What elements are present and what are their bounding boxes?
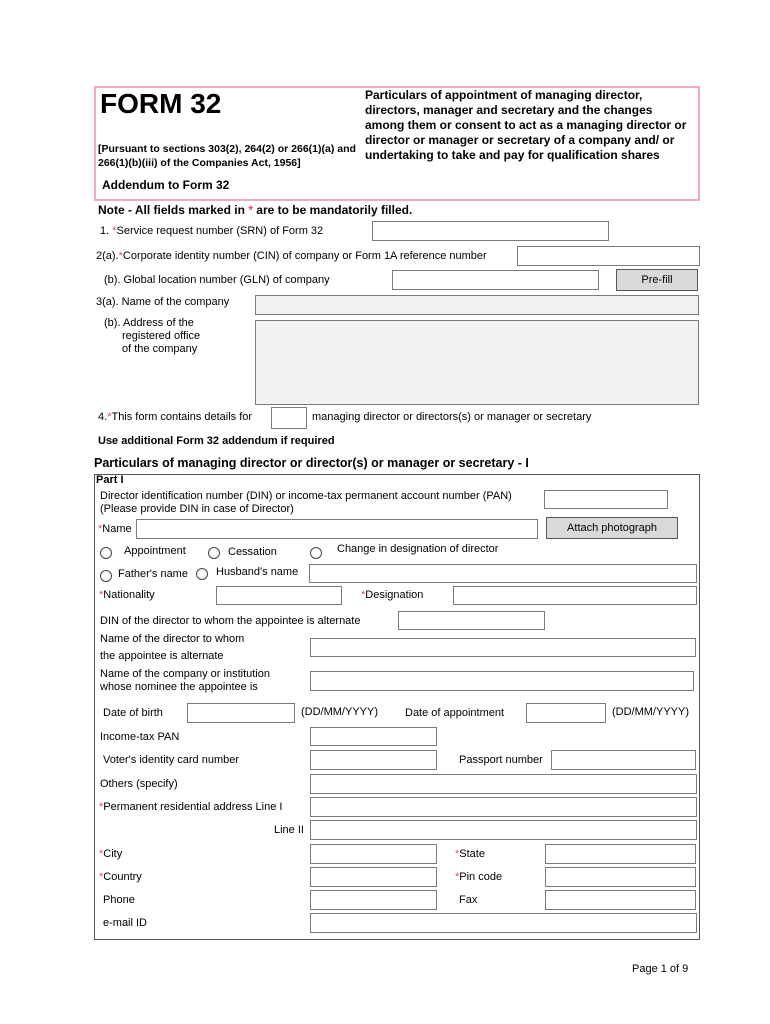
city-input[interactable] <box>310 844 437 864</box>
designation-input[interactable] <box>453 586 697 605</box>
city-label <box>99 848 122 860</box>
husbands-name-radio[interactable] <box>196 568 208 580</box>
country-label <box>99 871 142 883</box>
country-star: * <box>99 871 104 883</box>
srn-prefix: 1. <box>100 225 110 237</box>
city-text: City <box>103 848 123 860</box>
name-label <box>98 523 132 535</box>
cin-input[interactable] <box>517 246 700 266</box>
contains-star: * <box>107 411 112 423</box>
addendum-title: Addendum to Form 32 <box>102 178 230 192</box>
appointment-date-label: Date of appointment <box>405 707 505 719</box>
use-additional-note: Use additional Form 32 addendum if required <box>98 435 335 447</box>
gln-input[interactable] <box>392 270 599 290</box>
pursuant-text: [Pursuant to sections 303(2), 264(2) or 266(1)(a) and 266(1)(b)(iii) of the Companies Act, 1956] <box>98 143 356 169</box>
address-line2-label: Line II <box>274 824 304 836</box>
attach-photograph-button[interactable]: Attach photograph <box>546 517 678 539</box>
change-designation-radio[interactable] <box>310 547 322 559</box>
contains-count-input[interactable] <box>271 407 307 429</box>
country-input[interactable] <box>310 867 437 887</box>
cessation-radio[interactable] <box>208 547 220 559</box>
fax-label: Fax <box>459 894 478 906</box>
nationality-label <box>99 589 155 601</box>
fathers-name-radio[interactable] <box>100 570 112 582</box>
srn-label <box>100 225 323 237</box>
designation-text: Designation <box>365 589 424 601</box>
alternate-director-label-1: Name of the director to whom <box>100 633 245 645</box>
appointment-date-format: (DD/MM/YYYY) <box>612 706 689 718</box>
passport-label: Passport number <box>459 754 543 766</box>
pan-input[interactable] <box>310 727 437 746</box>
page-number: Page 1 of 9 <box>632 963 689 975</box>
designation-star: * <box>361 589 366 601</box>
address-line1-text: Permanent residential address Line I <box>103 801 283 813</box>
din-label-1: Director identification number (DIN) or income-tax permanent account number (PAN) <box>100 490 512 502</box>
others-label: Others (specify) <box>100 778 178 790</box>
state-label <box>455 848 485 860</box>
pin-input[interactable] <box>545 867 696 887</box>
fax-input[interactable] <box>545 890 696 910</box>
address-label-1: (b). Address of the <box>104 317 194 329</box>
contains-label <box>98 411 252 423</box>
director-name-input[interactable] <box>136 519 538 539</box>
nationality-text: Nationality <box>103 589 155 601</box>
note-star: * <box>248 203 253 217</box>
change-designation-label: Change in designation of director <box>337 543 499 555</box>
address-line1-input[interactable] <box>310 797 697 817</box>
contains-suffix: managing director or directors(s) or manager or secretary <box>312 411 592 423</box>
nationality-star: * <box>99 589 104 601</box>
nominee-label-1: Name of the company or institution <box>100 668 270 680</box>
address-line2-input[interactable] <box>310 820 697 840</box>
state-text: State <box>459 848 485 860</box>
others-input[interactable] <box>310 774 697 794</box>
contains-text: This form contains details for <box>111 411 253 423</box>
fathers-name-label: Father's name <box>118 568 188 580</box>
srn-text: Service request number (SRN) of Form 32 <box>116 225 324 237</box>
din-alternate-label: DIN of the director to whom the appointee is alternate <box>100 615 361 627</box>
form-title: FORM 32 <box>100 88 222 119</box>
note-suffix: are to be mandatorily filled. <box>256 203 413 217</box>
address-label-3: of the company <box>122 343 198 355</box>
alternate-director-input[interactable] <box>310 638 696 657</box>
pin-star: * <box>455 871 460 883</box>
cin-prefix: 2(a). <box>96 250 119 262</box>
voter-id-input[interactable] <box>310 750 437 770</box>
appointment-radio[interactable] <box>100 547 112 559</box>
passport-input[interactable] <box>551 750 696 770</box>
contains-prefix: 4. <box>98 411 108 423</box>
name-star: * <box>98 523 103 535</box>
dob-input[interactable] <box>187 703 295 723</box>
cin-star: * <box>118 250 123 262</box>
gln-label: (b). Global location number (GLN) of company <box>104 274 330 286</box>
company-name-input[interactable] <box>255 295 699 315</box>
form-description: Particulars of appointment of managing director, directors, manager and secretary and the changes among them or consent to act as a managing director or director or manager or secretary of a company and/ or undertaking to take and pay for qualification shares <box>365 88 687 162</box>
state-input[interactable] <box>545 844 696 864</box>
pin-text: Pin code <box>459 871 503 883</box>
din-input[interactable] <box>544 490 668 509</box>
email-label: e-mail ID <box>103 917 148 929</box>
dob-label: Date of birth <box>103 707 163 719</box>
pin-label <box>455 871 502 883</box>
pan-label: Income-tax PAN <box>100 731 180 743</box>
mandatory-note <box>98 203 412 217</box>
state-star: * <box>455 848 460 860</box>
alternate-director-label-2: the appointee is alternate <box>100 650 224 662</box>
city-star: * <box>99 848 104 860</box>
designation-label <box>361 589 423 601</box>
appointment-label: Appointment <box>124 545 186 557</box>
address-line1-label <box>99 801 282 813</box>
appointment-date-input[interactable] <box>526 703 606 723</box>
prefill-button[interactable]: Pre-fill <box>616 269 698 291</box>
part-one-label: Part I <box>96 474 124 486</box>
cin-label <box>96 250 487 262</box>
company-name-label: 3(a). Name of the company <box>96 296 230 308</box>
din-alternate-input[interactable] <box>398 611 545 630</box>
father-husband-name-input[interactable] <box>309 564 697 583</box>
address-label-2: registered office <box>122 330 201 342</box>
email-input[interactable] <box>310 913 697 933</box>
cin-text: Corporate identity number (CIN) of company or Form 1A reference number <box>122 250 487 262</box>
cessation-label: Cessation <box>228 546 277 558</box>
srn-star: * <box>112 225 117 237</box>
srn-input[interactable] <box>372 221 609 241</box>
name-text: Name <box>102 523 132 535</box>
section-title: Particulars of managing director or director(s) or manager or secretary - I <box>94 456 529 470</box>
dob-format: (DD/MM/YYYY) <box>301 706 378 718</box>
country-text: Country <box>103 871 142 883</box>
note-prefix: Note - All fields marked in <box>98 203 245 217</box>
nominee-label-2: whose nominee the appointee is <box>100 681 258 693</box>
phone-label: Phone <box>103 894 135 906</box>
nationality-input[interactable] <box>216 586 342 605</box>
company-address-input[interactable] <box>255 320 699 405</box>
phone-input[interactable] <box>310 890 437 910</box>
address-line1-star: * <box>99 801 104 813</box>
voter-id-label: Voter's identity card number <box>103 754 240 766</box>
nominee-input[interactable] <box>310 671 694 691</box>
din-label-2: (Please provide DIN in case of Director) <box>100 503 294 515</box>
husbands-name-label: Husband's name <box>216 566 299 578</box>
